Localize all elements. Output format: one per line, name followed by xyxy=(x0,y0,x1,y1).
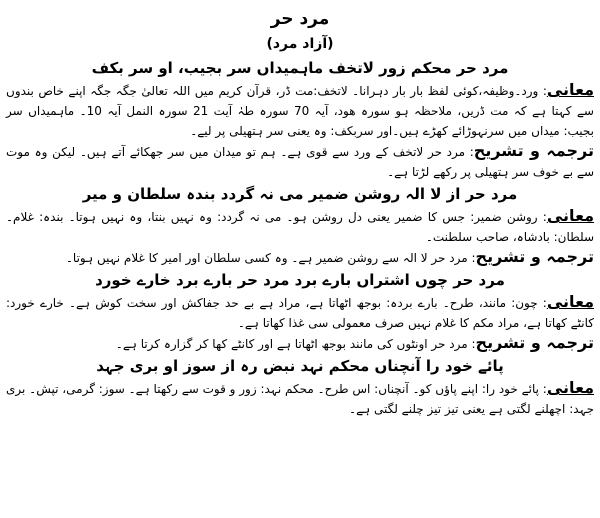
tarjuma-2-text: : مرد حر لا الہ سے روشن ضمیر ہے۔ وہ کسی سلطان اور امیر کا غلام نہیں ہوتا۔ xyxy=(65,251,476,265)
maani-1 xyxy=(6,80,594,141)
maani-4-text: : پائے خود را: اپنے پاؤں کو۔ آنچناں: اس طرح۔ محکم نہد: زور و قوت سے رکھتا ہے۔ سوز: گرمی، تپش۔ بری جہد: اچھلنے لگتی ہے یعنی تیز تیز چلنے لگتی ہے۔ xyxy=(6,382,594,416)
tarjuma-label: ترجمہ و تشریح xyxy=(475,247,594,266)
verse-1: مرد حر محکم زور لاتخف ماہمیداں سر بجیب، او سر بکف xyxy=(91,59,509,77)
tarjuma-3 xyxy=(6,333,594,354)
maani-label: معانی xyxy=(546,292,594,311)
verse-4: پائے خود را آنچناں محکم نہد نبض رہ از سوز او بری جہد xyxy=(96,357,504,375)
tarjuma-1 xyxy=(6,141,594,182)
verse-2: مرد حر از لا الہ روشن ضمیر می نہ گردد بندہ سلطان و میر xyxy=(82,185,518,203)
page-subtitle: (آزاد مرد) xyxy=(266,36,334,52)
verse-3: مرد حر چوں اشتراں بارے برد مرد حر بارے برد خارے خورد xyxy=(95,271,505,289)
page xyxy=(0,6,600,518)
tarjuma-2 xyxy=(6,247,594,268)
maani-label: معانی xyxy=(546,378,594,397)
page-title: مرد حر xyxy=(270,9,330,29)
maani-3 xyxy=(6,292,594,333)
maani-2-text: : روشن ضمیر: جس کا ضمیر یعنی دل روشن ہو۔ می نہ گردد: وہ نہیں بنتا، وہ نہیں ہوتا۔ بندہ: غلام۔ سلطان: بادشاہ، صاحب سلطنت۔ xyxy=(6,210,594,244)
tarjuma-1-text: : مرد حر لاتخف کے ورد سے قوی ہے۔ ہم تو میدان میں سر جھکائے آتے ہیں۔ لیکن وہ موت سے بے خوف سر ہتھیلی پر رکھے لڑتا ہے۔ xyxy=(6,145,594,179)
tarjuma-label: ترجمہ و تشریح xyxy=(473,141,594,160)
maani-1-text: : ورد۔وظیفہ،کوئی لفظ بار بار دہرانا۔ لاتخف:مت ڈر، قرآن کریم میں اللہ تعالیٰ جگہ جگہ اپنے خاص بندوں سے کہتا ہے کہ مت ڈریں، ملاحظہ ہو سورہ ھود، آیہ 70 سورہ طہٰ آیت 21 سورہ النمل آیہ 10۔ ماہمیداں سر بجیب: میداں میں سرنہوڑائے کھڑے ہیں۔اور سربکف: وہ یعنی سر ہتھیلی پر لیے۔ xyxy=(6,84,594,138)
tarjuma-label: ترجمہ و تشریح xyxy=(475,333,594,352)
maani-2 xyxy=(6,206,594,247)
tarjuma-3-text: : مرد حر اونٹوں کی مانند بوجھ اٹھاتا ہے اور کانٹے کھا کر گزارہ کرتا ہے۔ xyxy=(115,337,476,351)
maani-3-text: : چون: مانند، طرح۔ بارے بردہ: بوجھ اٹھاتا ہے، مراد ہے بے حد جفاکش اور سخت کوش ہے۔ خارے خورد: کانٹے کھاتا ہے، مراد مکم کا غلام نہیں صرف معمولی سی غذا کھاتا ہے۔ xyxy=(6,296,594,330)
maani-4 xyxy=(6,378,594,419)
maani-label: معانی xyxy=(546,206,594,225)
maani-label: معانی xyxy=(546,80,594,99)
